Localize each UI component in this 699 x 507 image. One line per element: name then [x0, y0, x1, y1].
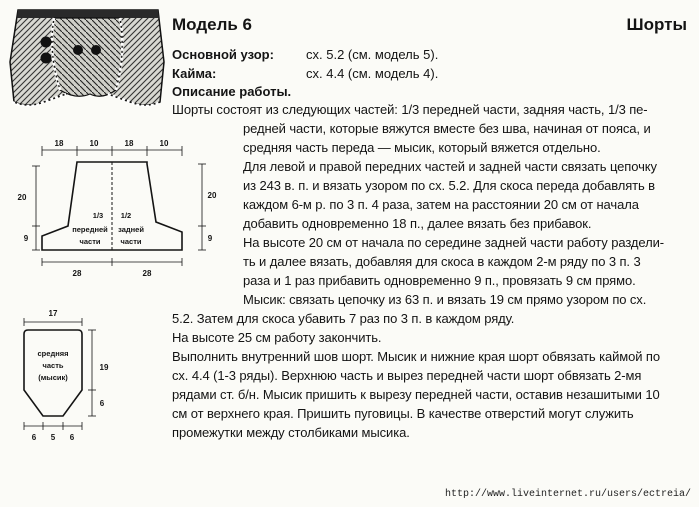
source-url: http://www.liveinternet.ru/users/ectreia/	[444, 489, 691, 500]
gusset-right-dim: 19	[99, 363, 109, 372]
body-line: Выполнить внутренний шов шорт. Мысик и нижние края шорт обвязать каймой по	[172, 349, 660, 364]
left-dim: 20	[17, 193, 27, 202]
gusset-bottom-dim-3: 6	[69, 433, 75, 442]
body-line: добавить одновременно 18 п., далее вязать без прибавок.	[243, 216, 592, 231]
body-line: из 243 в. п. и вязать узором по сх. 5.2. Для скоса переда добавлять в	[243, 178, 655, 193]
right-dim: 20	[207, 191, 217, 200]
body-line: каждом 6-м р. по 3 п. 4 раза, затем на расстоянии 20 см от начала	[243, 197, 639, 212]
body-line: промежутки между столбиками мысика.	[172, 425, 410, 440]
left-dim-lower: 9	[23, 234, 29, 243]
back-fraction: 1/2	[120, 211, 132, 220]
body-line: Для левой и правой передних частей и задней части связать цепочку	[243, 159, 657, 174]
gusset-bottom-dim-1: 6	[31, 433, 37, 442]
front-label-1: передней	[72, 225, 108, 234]
body-line: рядами ст. б/н. Мысик пришить к вырезу передней части, оставив незашитыми 10	[172, 387, 660, 402]
body-line: На высоте 20 см от начала по середине задней части работу раздели-	[243, 235, 664, 250]
top-dim-3: 18	[124, 139, 134, 148]
work-description-heading: Описание работы.	[172, 84, 292, 99]
main-pattern-label: Основной узор:	[172, 47, 274, 62]
top-dim-4: 10	[159, 139, 169, 148]
body-line: Шорты состоят из следующих частей: 1/3 передней части, задняя часть, 1/3 пе-	[172, 102, 648, 117]
shorts-illustration	[8, 2, 168, 114]
gusset-label-1: средняя	[37, 349, 69, 358]
body-line: Мысик: связать цепочку из 63 п. и вязать 19 см прямо узором по сх.	[243, 292, 647, 307]
body-line: 5.2. Затем для скоса убавить 7 раз по 3 п. в каждом ряду.	[172, 311, 515, 326]
model-number: Модель 6	[172, 15, 252, 34]
shorts-pattern-diagram	[6, 134, 220, 284]
gusset-bottom-dim-2: 5	[50, 433, 56, 442]
body-line: сх. 4.4 (1-3 ряды). Верхнюю часть и вырез передней части шорт обвязать 2-мя	[172, 368, 642, 383]
top-dim-1: 18	[54, 139, 64, 148]
border-value: сх. 4.4 (см. модель 4).	[306, 66, 439, 81]
right-dim-lower: 9	[207, 234, 213, 243]
back-label-1: задней	[118, 225, 144, 234]
body-line: см от верхнего края. Пришить пуговицы. В качестве отверстий могут служить	[172, 406, 634, 421]
gusset-diagram	[10, 304, 120, 446]
gusset-label-2: часть	[42, 361, 64, 370]
bottom-dim-1: 28	[72, 269, 82, 278]
front-fraction: 1/3	[92, 211, 104, 220]
gusset-top-dim: 17	[48, 309, 58, 318]
bottom-dim-2: 28	[142, 269, 152, 278]
body-line: На высоте 25 см работу закончить.	[172, 330, 382, 345]
main-pattern-value: сх. 5.2 (см. модель 5).	[306, 47, 439, 62]
front-label-2: части	[79, 237, 101, 246]
page-title: Шорты	[626, 15, 687, 34]
body-line: ть и далее вязать, добавляя для скоса в каждом 2-м ряду по 3 п. 3	[243, 254, 641, 269]
border-label: Кайма:	[172, 66, 217, 81]
body-line: средняя часть переда — мысик, который вяжется отдельно.	[243, 140, 601, 155]
body-line: редней части, которые вяжутся вместе без шва, начиная от пояса, и	[243, 121, 651, 136]
back-label-2: части	[120, 237, 142, 246]
gusset-right-dim-lower: 6	[99, 399, 105, 408]
body-line: раза и 1 раз прибавить одновременно 9 п., провязать 9 см прямо.	[243, 273, 636, 288]
gusset-label-3: (мысик)	[38, 373, 68, 382]
top-dim-2: 10	[89, 139, 99, 148]
